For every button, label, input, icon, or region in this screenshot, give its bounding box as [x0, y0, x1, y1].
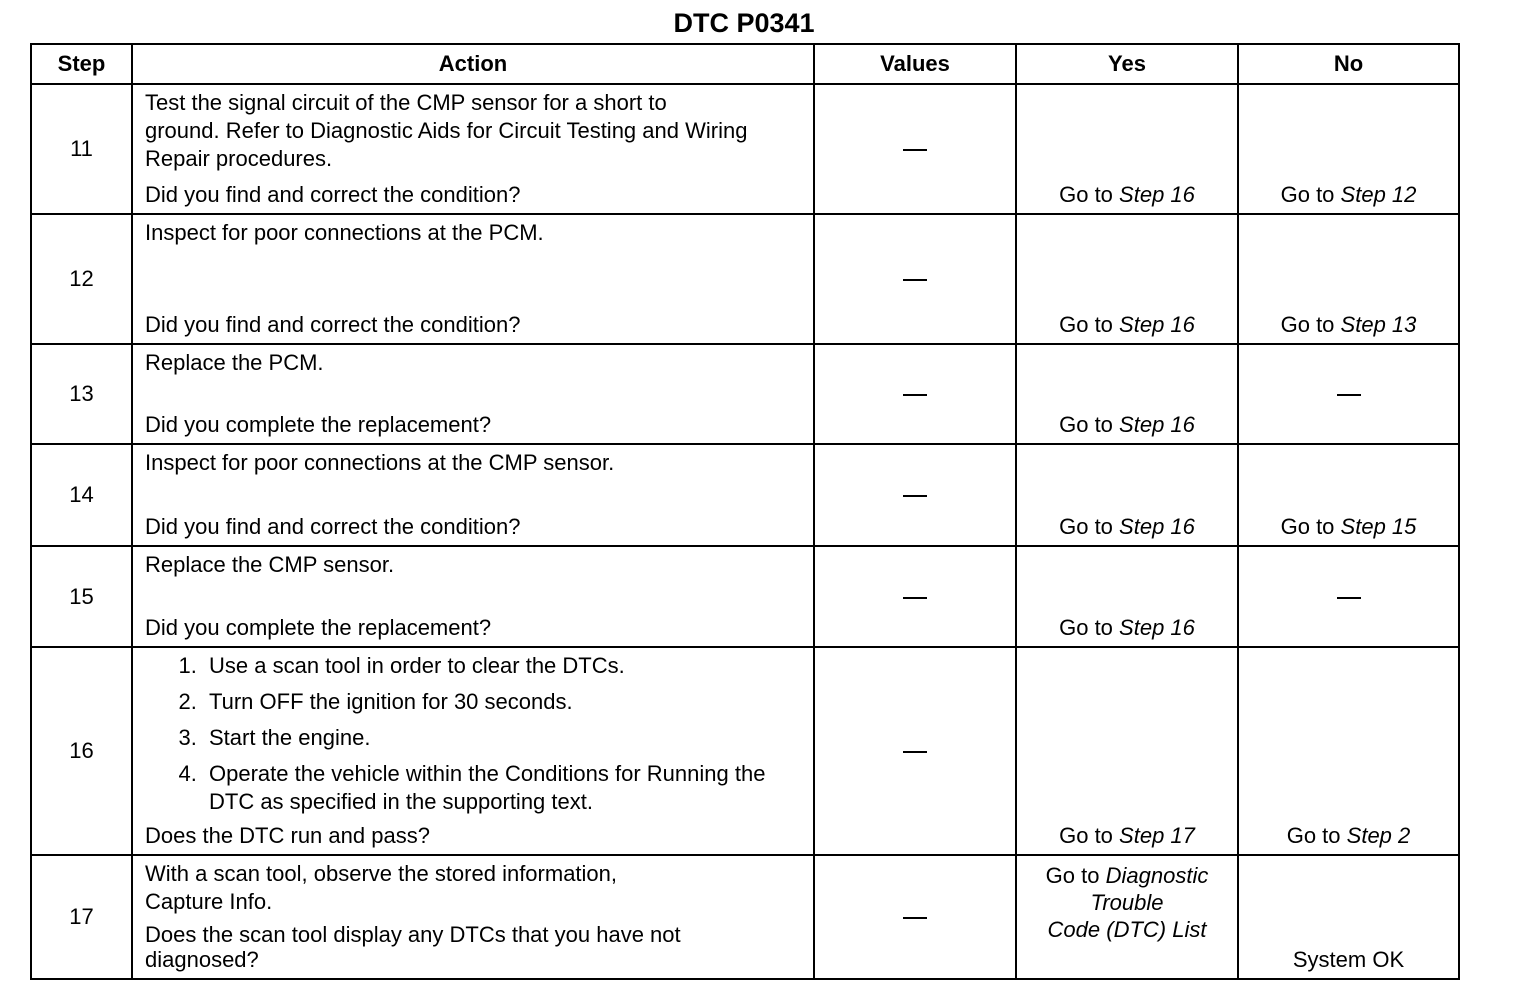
yes-step-link-line: Trouble [1090, 890, 1164, 915]
action-line: ground. Refer to Diagnostic Aids for Circuit Testing and Wiring [145, 118, 748, 143]
yes-step-link: Step 16 [1119, 312, 1195, 337]
values-cell [814, 214, 1016, 344]
go-to-label: Go to [1059, 312, 1113, 337]
yes-cell [1016, 647, 1238, 855]
values-cell [814, 344, 1016, 444]
go-to-label: Go to [1059, 182, 1113, 207]
list-item: 3. Start the engine. [203, 724, 805, 752]
go-to-label: Go to [1059, 823, 1113, 848]
action-line: Repair procedures. [145, 146, 333, 171]
action-question: Did you find and correct the condition? [145, 514, 521, 539]
action-line: With a scan tool, observe the stored information, [145, 861, 618, 886]
action-line: Replace the PCM. [145, 350, 324, 375]
yes-step-link: Step 16 [1119, 615, 1195, 640]
yes-step-link: Step 16 [1119, 514, 1195, 539]
list-item: 1. Use a scan tool in order to clear the DTCs. [203, 652, 805, 680]
action-steps-list [145, 652, 805, 824]
no-cell [1238, 444, 1459, 546]
action-line: Replace the CMP sensor. [145, 552, 395, 577]
go-to-label: Go to [1059, 514, 1113, 539]
no-step-link: Step 12 [1340, 182, 1417, 207]
yes-step-link: Step 17 [1119, 823, 1195, 848]
table-row [31, 444, 1459, 546]
action-question: Does the scan tool display any DTCs that you have not [145, 922, 681, 947]
dash-mark [903, 394, 927, 396]
dtc-table [30, 43, 1460, 980]
header-values: Values [814, 44, 1016, 84]
header-step: Step [31, 44, 132, 84]
table-row [31, 84, 1459, 214]
step-number: 16 [31, 647, 132, 855]
step-number: 13 [31, 344, 132, 444]
no-cell [1238, 344, 1459, 444]
action-cell [132, 84, 814, 214]
no-result: System OK [1292, 947, 1405, 972]
no-step-link: Step 15 [1340, 514, 1417, 539]
no-step-link: Step 13 [1340, 312, 1417, 337]
values-cell [814, 84, 1016, 214]
page-title: DTC P0341 [673, 8, 815, 38]
dash-mark [1337, 394, 1361, 396]
action-line: Test the signal circuit of the CMP sensor for a short to [145, 90, 667, 115]
yes-step-link-line: Code (DTC) List [1047, 917, 1207, 942]
go-to-label: Go to [1059, 615, 1113, 640]
table-row [31, 214, 1459, 344]
action-question: Did you complete the replacement? [145, 412, 492, 437]
yes-step-link: Step 16 [1119, 182, 1195, 207]
dash-mark [903, 597, 927, 599]
action-question: Did you find and correct the condition? [145, 312, 521, 337]
yes-cell [1016, 344, 1238, 444]
step-number: 11 [31, 84, 132, 214]
yes-cell [1016, 214, 1238, 344]
step-number: 17 [31, 855, 132, 979]
list-item: 4. Operate the vehicle within the Conditions for Running the DTC as specified in the supporting text. [203, 760, 805, 816]
dash-mark [1337, 597, 1361, 599]
dash-mark [903, 495, 927, 497]
no-cell [1238, 546, 1459, 647]
yes-step-link: Diagnostic [1105, 863, 1209, 888]
no-cell [1238, 855, 1459, 979]
dash-mark [903, 279, 927, 281]
go-to-label: Go to [1045, 863, 1100, 888]
go-to-label: Go to [1286, 823, 1341, 848]
step-number: 14 [31, 444, 132, 546]
table-row [31, 546, 1459, 647]
header-no: No [1238, 44, 1459, 84]
yes-cell [1016, 84, 1238, 214]
action-cell [132, 444, 814, 546]
values-cell [814, 546, 1016, 647]
table-header-row [31, 44, 1459, 84]
action-line: Inspect for poor connections at the PCM. [145, 220, 544, 245]
dash-mark [903, 149, 927, 151]
values-cell [814, 647, 1016, 855]
values-cell [814, 444, 1016, 546]
values-cell [814, 855, 1016, 979]
action-question: diagnosed? [145, 947, 259, 972]
step-number: 12 [31, 214, 132, 344]
go-to-label: Go to [1280, 182, 1335, 207]
yes-cell [1016, 855, 1238, 979]
table-row [31, 647, 1459, 855]
dash-mark [903, 917, 927, 919]
yes-cell [1016, 546, 1238, 647]
no-cell [1238, 84, 1459, 214]
header-yes: Yes [1016, 44, 1238, 84]
no-cell [1238, 214, 1459, 344]
header-action: Action [132, 44, 814, 84]
table-row [31, 344, 1459, 444]
action-line: Inspect for poor connections at the CMP sensor. [145, 450, 615, 475]
action-cell [132, 855, 814, 979]
go-to-label: Go to [1280, 312, 1335, 337]
action-cell [132, 647, 814, 855]
action-question: Does the DTC run and pass? [145, 823, 430, 848]
table-row [31, 855, 1459, 979]
action-question: Did you complete the replacement? [145, 615, 492, 640]
action-cell [132, 546, 814, 647]
action-line: Capture Info. [145, 889, 273, 914]
go-to-label: Go to [1059, 412, 1113, 437]
list-item: 2. Turn OFF the ignition for 30 seconds. [203, 688, 805, 716]
no-step-link: Step 2 [1346, 823, 1411, 848]
go-to-label: Go to [1280, 514, 1335, 539]
dash-mark [903, 751, 927, 753]
yes-step-link: Step 16 [1119, 412, 1195, 437]
action-question: Did you find and correct the condition? [145, 182, 521, 207]
action-cell [132, 344, 814, 444]
no-cell [1238, 647, 1459, 855]
action-cell [132, 214, 814, 344]
step-number: 15 [31, 546, 132, 647]
yes-cell [1016, 444, 1238, 546]
